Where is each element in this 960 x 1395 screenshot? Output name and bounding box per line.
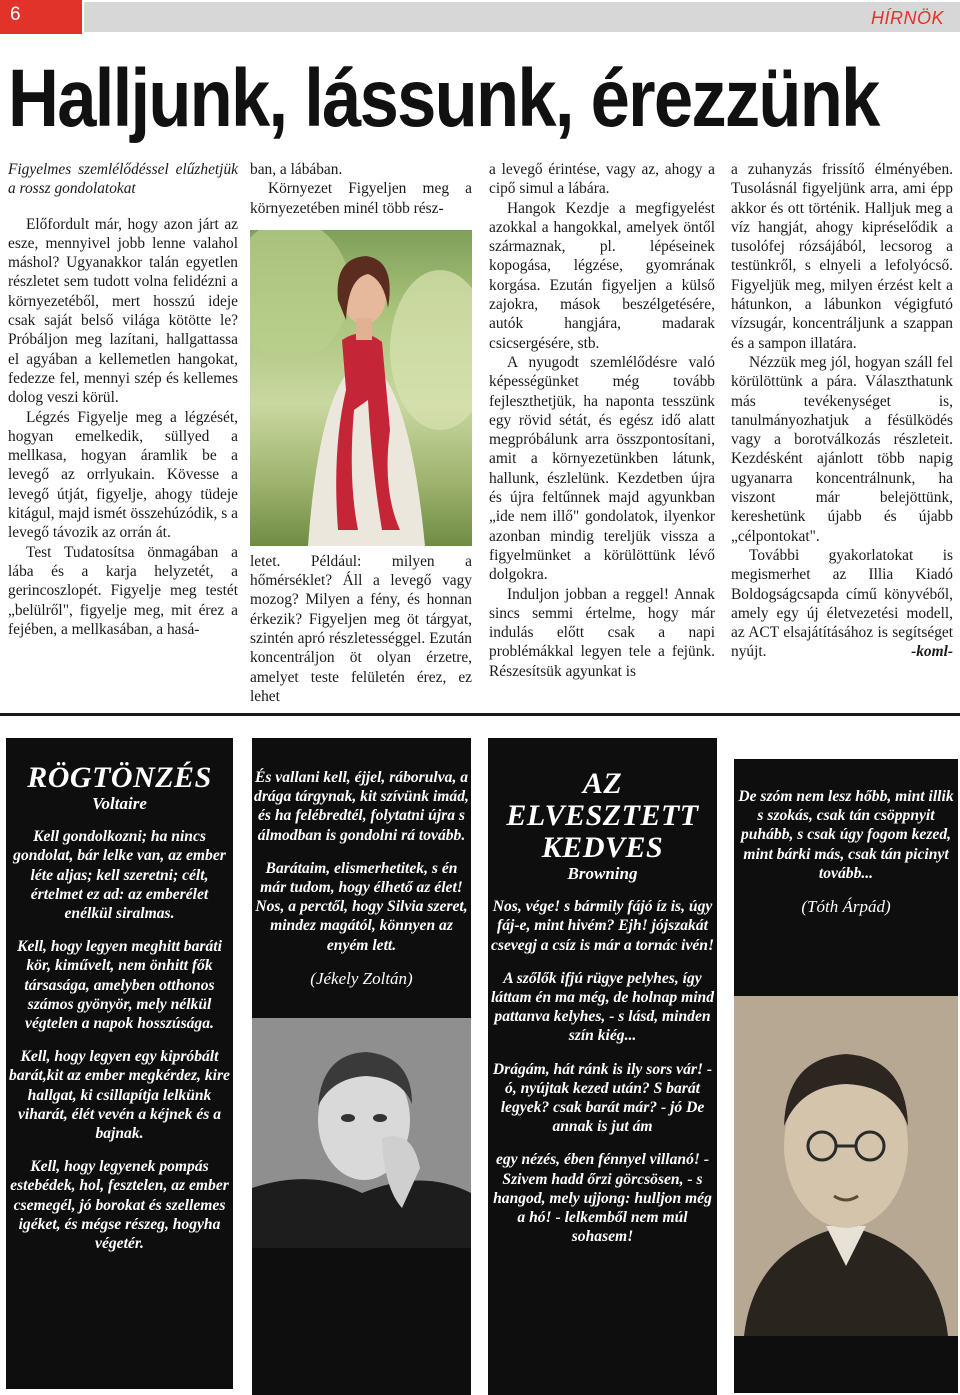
article-paragraph-text: További gyakorlatokat is megismerhet az Illia Kiadó Boldogságcsapda című könyvéből, amely egy új életvezetési modell, az ACT elsajátításához is segítséget nyújt.: [731, 546, 953, 661]
poem-stanza: Kell gondolkozni; ha nincs gondolat, bár lelke van, az ember léte aljas; kell szeretni; célt, értelmet ez ad: az emberélet enélkül siralmas.: [13, 828, 226, 923]
poem-credit: (Jékely Zoltán): [310, 968, 413, 988]
page-number: 6: [10, 4, 21, 25]
article-column-4: [731, 160, 953, 662]
poem-credit: (Tóth Árpád): [801, 897, 891, 917]
headline: Halljunk, lássunk, érezzünk: [8, 53, 879, 144]
article-paragraph: a zuhanyzás frissítő élményében. Tusolásnál figyeljünk arra, ami épp akkor és ott történik. Halljuk meg a víz hangját, ahogy kipréselődik a tusolófej rózsájából, lecsorog a testünkről, s elnyeli a lefolyócső. Figyeljük meg, milyen érzést kelt a hátunkon, a lábunkon végigfutó vízsugár, koncentráljunk a szappan és a sampon illatára.: [731, 161, 953, 352]
article-paragraph: Test Tudatosítsa önmagában a lába és a karja helyzetét, a gerincoszlopét. Figyelje meg testét „belülről", figyelje meg, mit érez a fejében, a mellkasában, a hasá-: [8, 543, 238, 638]
photo-woman-red-scarf: [250, 230, 472, 546]
photo-man-portrait: [252, 1018, 471, 1248]
publication-name: HÍRNÖK: [870, 8, 944, 28]
article-paragraph: Induljon jobban a reggel! Annak sincs semmi értelme, hogy már indulás előtt csak a napi problémákkal legyen tele a fejünk. Részesítsük agyunkat is: [489, 585, 715, 680]
article-paragraph: Légzés Figyelje meg a légzését, hogyan emelkedik, süllyed a mellkasa, hogyan áramlik be a levegő az orrlyukain. Kövesse a levegő útját, figyelje, ahogy tüdeje kitágul, majd ismét összehúzódik, s a levegő távozik az orrán át.: [8, 408, 238, 542]
article-paragraph: Nézzük meg jól, hogyan száll fel körülöttünk a pára. Választhatunk más tevékenységet is, tanulmányozhatjuk a fésülködés vagy a borotválkozás részleteit. Kezdésként ajánlott több napig ugyanarra koncentrálnunk, ha viszont már belejöttünk, kereshetünk újabb és újabb „célpontokat".: [731, 353, 953, 545]
poem-author: Browning: [567, 864, 638, 883]
article-column-2: [250, 160, 472, 706]
woman-illustration: [250, 230, 472, 546]
poem-stanza: Nos, vége! s bármily fájó íz is, úgy fáj-e, mint hivém? Ejh! jójszakát csevegj a csíz is már a tornác ivén!: [490, 898, 715, 954]
article-paragraph: Környezet Figyeljen meg a környezetében minél több rész-: [250, 180, 472, 217]
poem-stanza: Barátaim, elismerhetitek, s én már tudom, hogy élhető az élet! Nos, a perctől, hogy Silvia szeret, mindez magától, könnyen az enyém lett.: [255, 859, 468, 954]
poem-stanza: Kell, hogy legyenek pompás estebédek, hol, fesztelen, az ember csemegél, jó borokat és szellemes igéket, és mégse részeg, hogyha végetér.: [10, 1158, 229, 1253]
toth-portrait-illustration: [734, 996, 958, 1336]
article-paragraph: a levegő érintése, vagy az, ahogy a cipő simul a lábára.: [489, 161, 715, 198]
article-lead: Figyelmes szemlélődéssel elűzhetjük a rossz gondolatokat: [8, 161, 238, 198]
man-portrait-illustration: [252, 1018, 471, 1248]
poem-title: AZ ELVESZTETT KEDVES: [506, 767, 699, 864]
article-paragraph: Előfordult már, hogy azon járt az esze, mennyivel jobb lenne valahol máshol? Ugyanakkor talán egyetlen részletet sem tudott volna felidézni a környezetéből, mert hosszú ideje csak saját belső világa kötötte le? Próbáljon meg lazítani, hallgattassa el agyában a kellemetlen hangokat, fedezze fel, mennyi szép és kellemes dolog veszi körül.: [8, 215, 238, 407]
article-column-3: [489, 160, 715, 681]
article-paragraph: A nyugodt szemlélődésre való képességünket még tovább fejleszthetjük, ha naponta tesszünk egy rövid sétát, és egész idő alatt megpróbálunk arra összpontosítani, amit a környezetünkben látunk, hallunk, észlelünk. Kezdetben újra és újra feltűnnek majd agyunkban „ide nem illő" gondolatok, ilyenkor azonban mindig tereljük vissza a figyelmünket a körülöttünk lévő dolgokra.: [489, 353, 715, 584]
article-paragraph: [731, 546, 953, 662]
poem-title: RÖGTÖNZÉS: [27, 761, 212, 794]
photo-toth-portrait: [734, 996, 958, 1336]
article-paragraph: letet. Például: milyen a hőmérséklet? Áll a levegő vagy mozog? Milyen a fény, és honnan érkezik? Figyeljen meg öt tárgyat, szintén apró részletességgel. Ezután koncentráljon öt olyan érzetre, amelyet teste felületén érez, ez lehet: [250, 552, 472, 705]
poem-stanza: egy nézés, ében fénnyel villanó! - Szivem hadd őrzi görcsösen, - s hangod, mely ujjong: hulljon még a hó! - lelkemből nem múl sohasem!: [493, 1151, 712, 1246]
page-number-box: [0, 0, 82, 34]
article-paragraph: Hangok Kezdje a megfigyelést azokkal a hangokkal, amelyek öntől származnak, pl. lépéseinek kopogása, légzése, gyomrának korgása. Ezután figyeljen a külső zajokra, mások beszélgetésére, autók hangjára, madarak csicsergésére, stb.: [489, 199, 715, 352]
poem-stanza: Kell, hogy legyen meghitt baráti kör, kiművelt, nem önhitt fők társasága, amelyben otthonos számos gyönyör, mely nélkül végtelen a napok hosszúsága.: [17, 938, 222, 1033]
section-divider: [0, 713, 960, 716]
poem-stanza: Drágám, hát ránk is ily sors vár! - ó, nyújtak kezed után? S barát legyek? csak barát már? - jó De annak is jut ám: [492, 1060, 713, 1136]
poem-jekely: [252, 738, 471, 1395]
poem-rogtonzes: [6, 738, 233, 1389]
article-signature: -koml-: [911, 643, 953, 661]
article-column-1: [8, 160, 238, 639]
poem-author: Voltaire: [92, 794, 147, 813]
article-paragraph: ban, a lábában.: [250, 161, 343, 178]
poem-toth: [734, 759, 958, 1393]
poem-stanza: De szóm nem lesz hőbb, mint illik s szokás, csak tán csöppnyit puhább, s csak úgy fogom kezed, mint bárki más, csak tán picinyt tovább...: [738, 788, 954, 882]
poem-stanza: A szőlők ifjú rügye pelyhes, így láttam én ma még, de holnap mind pattanva kelyhes, - s lásd, minden szín kiég...: [490, 969, 715, 1045]
header-bar: [0, 0, 960, 34]
poem-stanza: És vallani kell, éjjel, ráborulva, a drága tárgynak, kit szívünk imád, és ha felébredtél, folytatni újra s álmodban is gondolni rá tovább.: [254, 769, 469, 844]
header-strip: [84, 2, 960, 32]
poem-stanza: Kell, hogy legyen egy kipróbált barát,kit az ember megkérdez, kire hallgat, ki csillapítja lelkünk viharát, élét vevén a kéjnek és a bajnak.: [9, 1048, 230, 1143]
poem-elvesztett-kedves: [488, 738, 717, 1395]
